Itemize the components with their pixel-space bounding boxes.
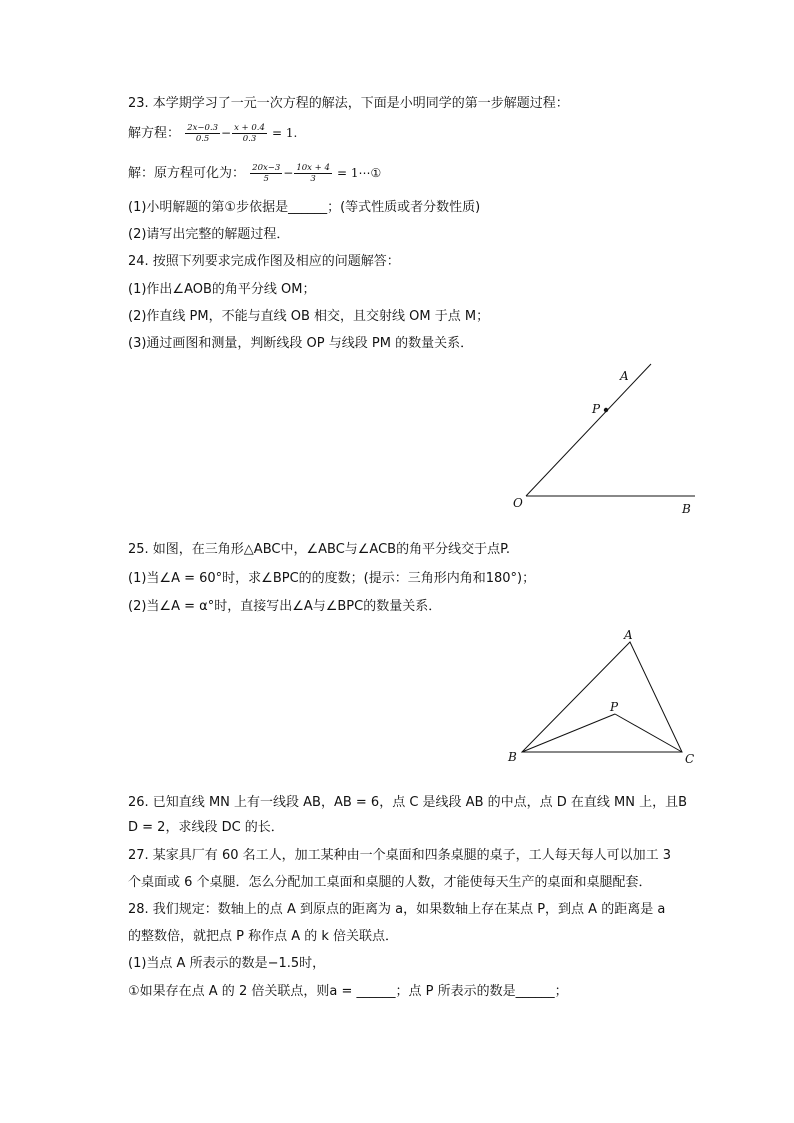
q24-part-2: (2)作直线 PM，不能与直线 OB 相交，且交射线 OM 于点 M； bbox=[128, 309, 490, 324]
q25-stem: 25. 如图，在三角形△ABC中，∠ABC与∠ACB的角平分线交于点P. bbox=[128, 542, 511, 557]
bisector-cp bbox=[615, 714, 682, 752]
q23-eq1-fraction-2 bbox=[232, 123, 267, 144]
q23-eq2-frac1-numerator: 20x−3 bbox=[252, 163, 281, 173]
q24-part-3: (3)通过画图和测量，判断线段 OP 与线段 PM 的数量关系． bbox=[128, 336, 474, 351]
q28-part-1-a: ①如果存在点 A 的 2 倍关联点，则a = ______；点 P 所表示的数是______； bbox=[128, 984, 568, 999]
point-p bbox=[604, 408, 608, 412]
q23-eq1-minus: − bbox=[221, 126, 232, 140]
label-b: B bbox=[682, 502, 691, 516]
label-o: O bbox=[513, 496, 523, 510]
q23-solve-prefix: 解方程： bbox=[128, 126, 181, 141]
q23-equation bbox=[128, 122, 297, 145]
q23-eq2-fraction-2 bbox=[294, 163, 332, 184]
q25-triangle-figure bbox=[500, 622, 710, 772]
q23-eq1-frac1-denominator: 0.5 bbox=[195, 134, 210, 144]
q23-part-2: (2)请写出完整的解题过程． bbox=[128, 227, 290, 242]
q25-part-2: (2)当∠A = α°时，直接写出∠A与∠BPC的数量关系． bbox=[128, 599, 442, 614]
q23-eq2-fraction-1 bbox=[250, 163, 282, 184]
q23-solution-prefix: 解：原方程可化为： bbox=[128, 166, 246, 181]
q23-eq1-frac2-numerator: x + 0.4 bbox=[234, 123, 265, 133]
q27-line-2: 个桌面或 6 个桌腿．怎么分配加工桌面和桌腿的人数，才能使每天生产的桌面和桌腿配套． bbox=[128, 875, 652, 890]
bisector-bp bbox=[522, 714, 615, 752]
q23-solution bbox=[128, 162, 381, 185]
label-p: P bbox=[610, 700, 619, 714]
triangle-abc bbox=[522, 642, 682, 752]
label-a: A bbox=[624, 628, 633, 642]
q23-eq2-frac2-denominator: 3 bbox=[310, 174, 316, 184]
ray-oa bbox=[526, 364, 651, 496]
label-a: A bbox=[620, 369, 629, 383]
q23-eq1-fraction-1 bbox=[185, 123, 220, 144]
q23-eq2-frac2-numerator: 10x + 4 bbox=[296, 163, 330, 173]
q28-line-1: 28. 我们规定：数轴上的点 A 到原点的距离为 a，如果数轴上存在某点 P，到点 A 的距离是 a bbox=[128, 902, 666, 917]
label-b: B bbox=[508, 750, 517, 764]
q23-stem: 23. 本学期学习了一元一次方程的解法，下面是小明同学的第一步解题过程： bbox=[128, 96, 569, 111]
q24-part-1: (1)作出∠AOB的角平分线 OM； bbox=[128, 282, 316, 297]
q23-eq1-frac2-denominator: 0.3 bbox=[242, 134, 257, 144]
q23-part-1: (1)小明解题的第①步依据是______；(等式性质或者分数性质) bbox=[128, 200, 481, 215]
q23-eq2-rhs: = 1⋯① bbox=[337, 166, 382, 180]
q26-line-2: D = 2，求线段 DC 的长． bbox=[128, 820, 284, 835]
q27-line-1: 27. 某家具厂有 60 名工人，加工某种由一个桌面和四条桌腿的桌子，工人每天每人可以加工 3 bbox=[128, 848, 672, 863]
q24-stem: 24. 按照下列要求完成作图及相应的问题解答： bbox=[128, 254, 400, 269]
q25-part-1: (1)当∠A = 60°时，求∠BPC的的度数；(提示：三角形内角和180°)； bbox=[128, 571, 536, 586]
q23-eq2-frac1-denominator: 5 bbox=[263, 174, 269, 184]
q24-angle-figure bbox=[500, 355, 710, 520]
label-c: C bbox=[685, 752, 695, 766]
q26-line-1: 26. 已知直线 MN 上有一线段 AB，AB = 6，点 C 是线段 AB 的中点，点 D 在直线 MN 上，且B bbox=[128, 795, 688, 810]
label-p: P bbox=[592, 402, 601, 416]
q23-eq2-minus: − bbox=[283, 166, 294, 180]
q23-eq1-frac1-numerator: 2x−0.3 bbox=[187, 123, 218, 133]
q28-line-2: 的整数倍，就把点 P 称作点 A 的 k 倍关联点． bbox=[128, 929, 399, 944]
q28-part-1: (1)当点 A 所表示的数是−1.5时， bbox=[128, 956, 326, 971]
q23-eq1-rhs: = 1. bbox=[272, 126, 298, 140]
